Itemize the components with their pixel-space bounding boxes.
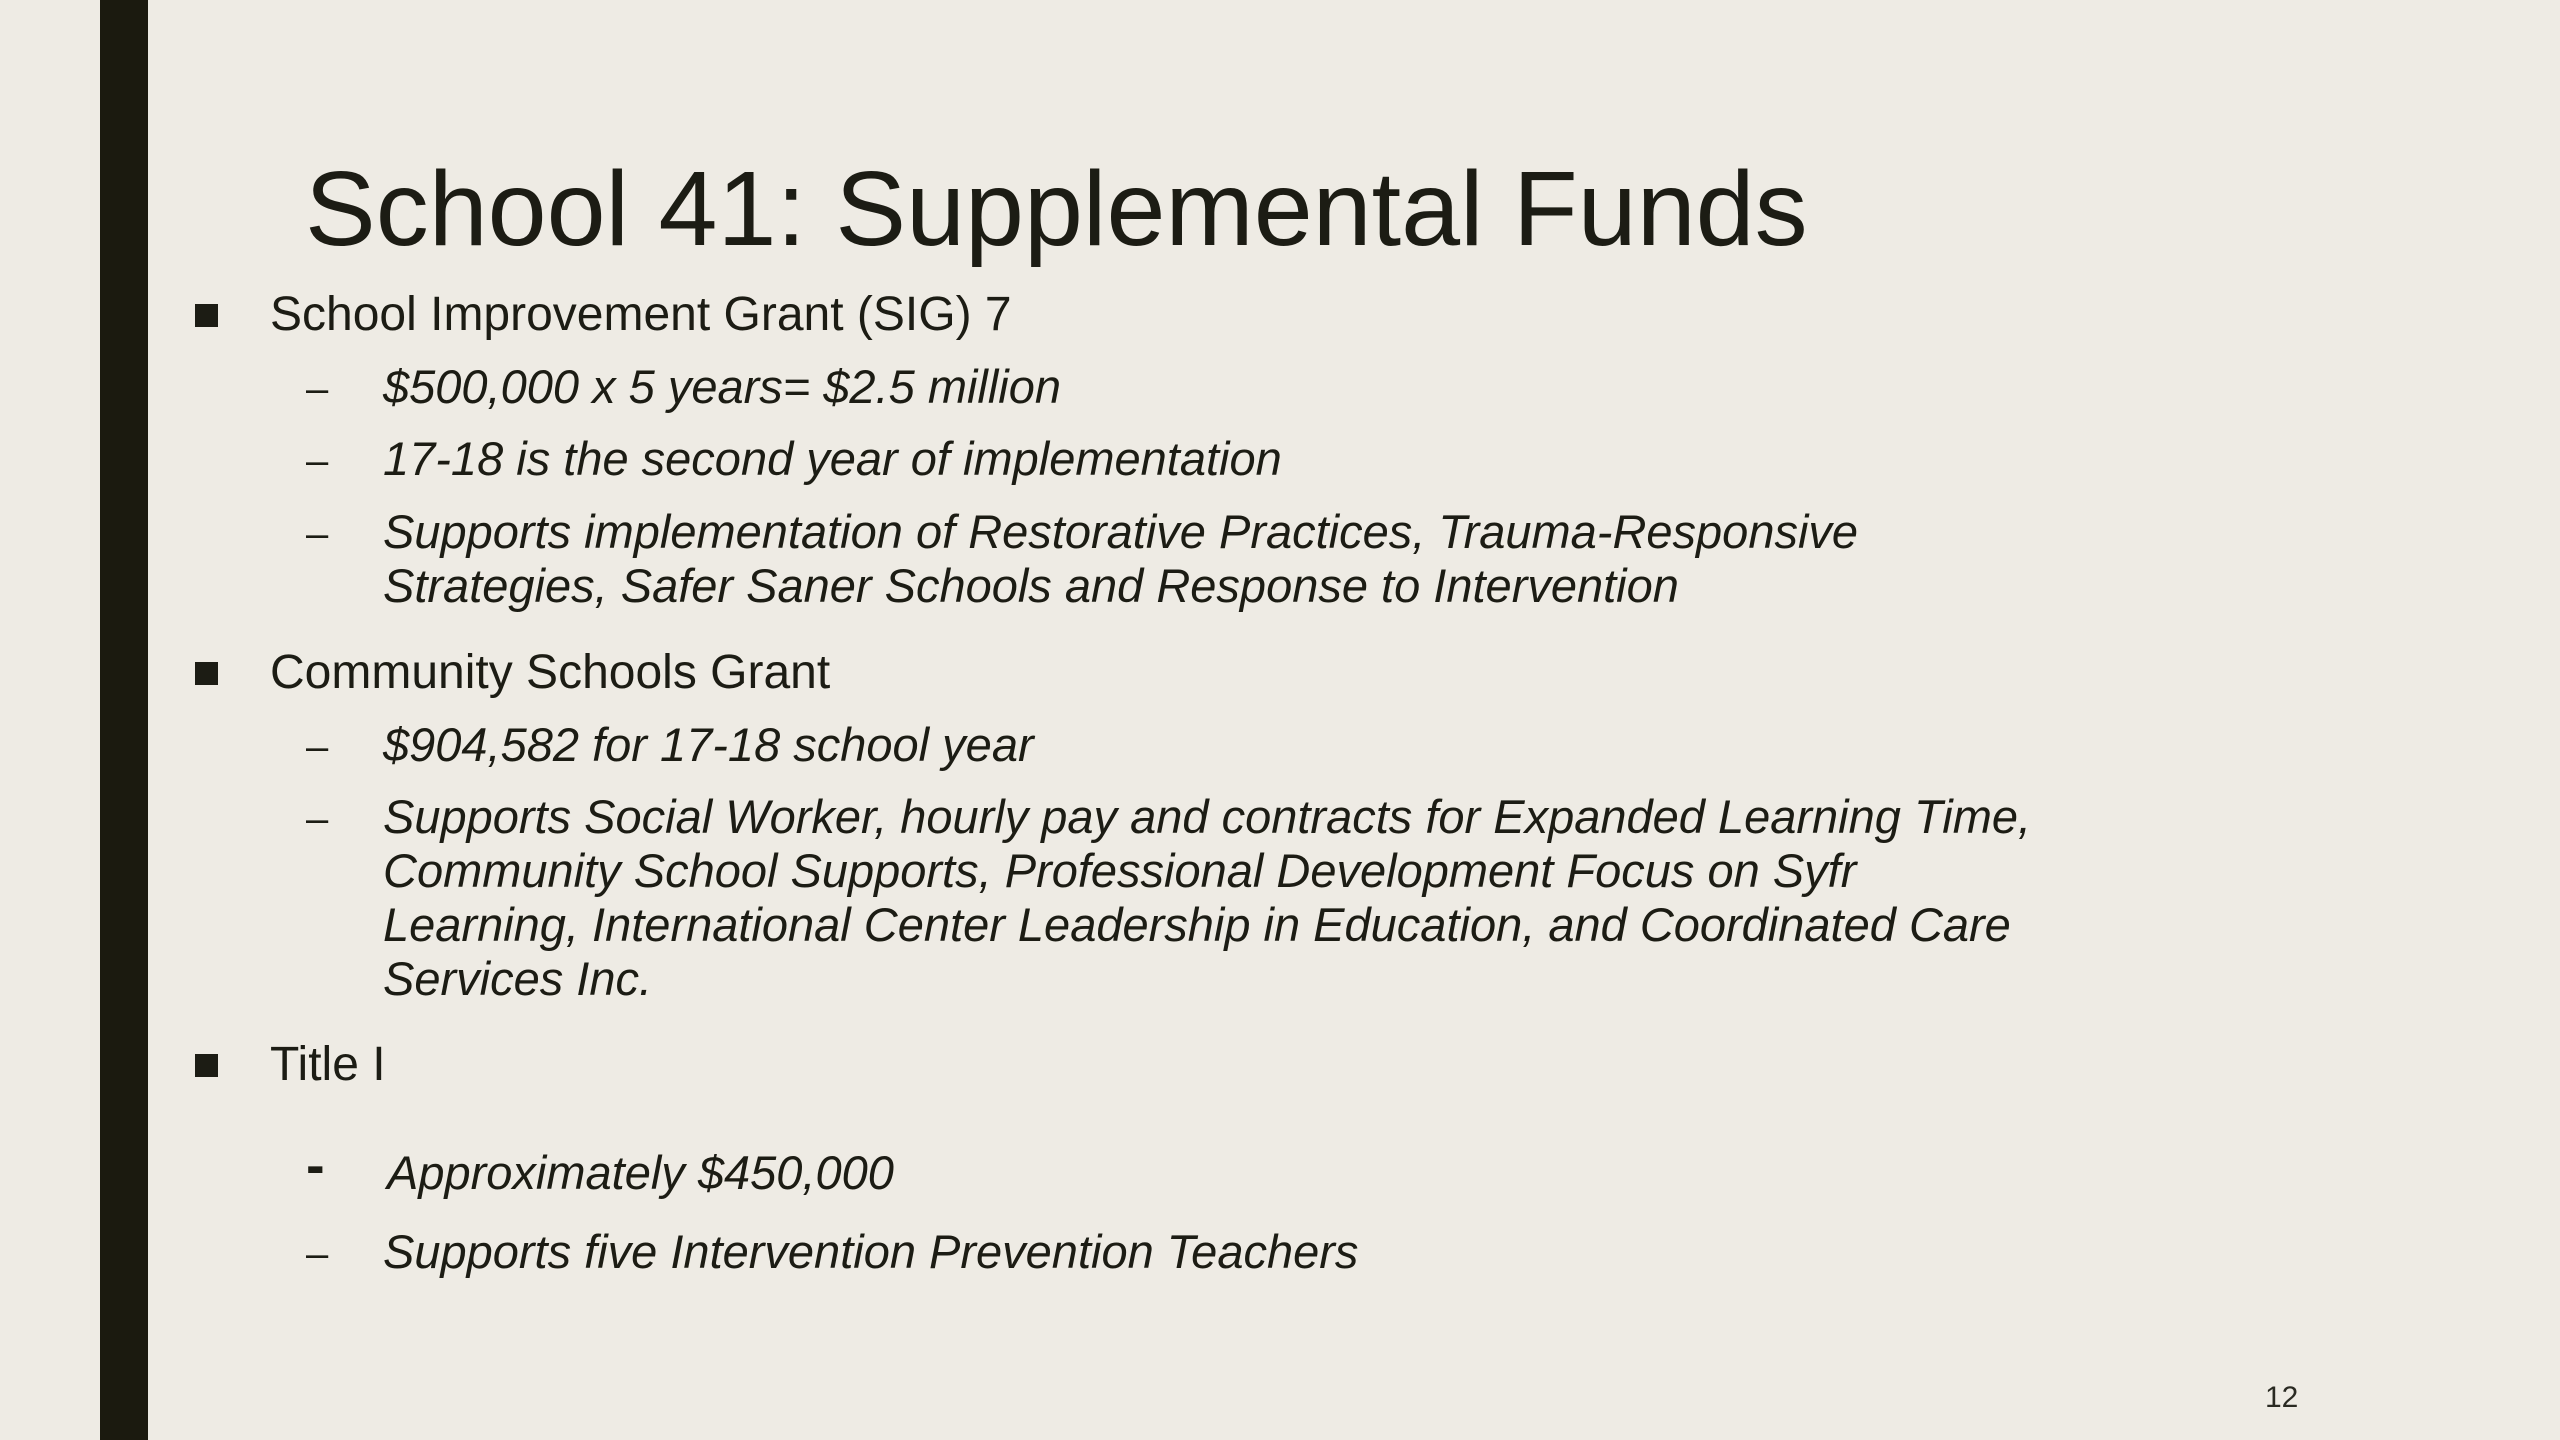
- bullet-marker: [195, 1054, 218, 1077]
- bullet-community-schools: Community Schools Grant: [270, 646, 831, 699]
- sub-bullet-dash: -: [306, 1133, 325, 1196]
- sub-bullet-title-one-amount: Approximately $450,000: [387, 1146, 894, 1199]
- sub-bullet-dash: –: [306, 1232, 329, 1276]
- sub-bullet-sig-supports-line1: Supports implementation of Restorative Practices, Trauma-Responsive: [383, 505, 1859, 558]
- sub-bullet-dash: –: [306, 439, 329, 483]
- sub-bullet-dash: –: [306, 512, 329, 556]
- sub-bullet-dash: –: [306, 725, 329, 769]
- sub-bullet-community-supports-line3: Learning, International Center Leadership in Education, and Coordinated Care: [383, 898, 2011, 951]
- sub-bullet-title-one-supports: Supports five Intervention Prevention Teachers: [383, 1225, 1359, 1278]
- sub-bullet-community-supports-line4: Services Inc.: [383, 952, 653, 1005]
- page-number: 12: [2265, 1381, 2299, 1414]
- bullet-title-one: Title I: [270, 1038, 386, 1091]
- sub-bullet-community-supports-line1: Supports Social Worker, hourly pay and contracts for Expanded Learning Time,: [383, 790, 2032, 843]
- bullet-marker: [195, 662, 218, 685]
- sub-bullet-sig-amount: $500,000 x 5 years= $2.5 million: [383, 360, 1062, 413]
- sub-bullet-community-supports-line2: Community School Supports, Professional Development Focus on Syfr: [383, 844, 1857, 897]
- sub-bullet-community-amount: $904,582 for 17-18 school year: [383, 718, 1034, 771]
- bullet-sig-grant: School Improvement Grant (SIG) 7: [270, 288, 1012, 341]
- sub-bullet-sig-supports-line2: Strategies, Safer Saner Schools and Response to Intervention: [383, 559, 1679, 612]
- sub-bullet-dash: –: [306, 367, 329, 411]
- sub-bullet-sig-year: 17-18 is the second year of implementation: [383, 432, 1282, 485]
- slide-title: School 41: Supplemental Funds: [305, 150, 1808, 268]
- sub-bullet-dash: –: [306, 797, 329, 841]
- bullet-marker: [195, 304, 218, 327]
